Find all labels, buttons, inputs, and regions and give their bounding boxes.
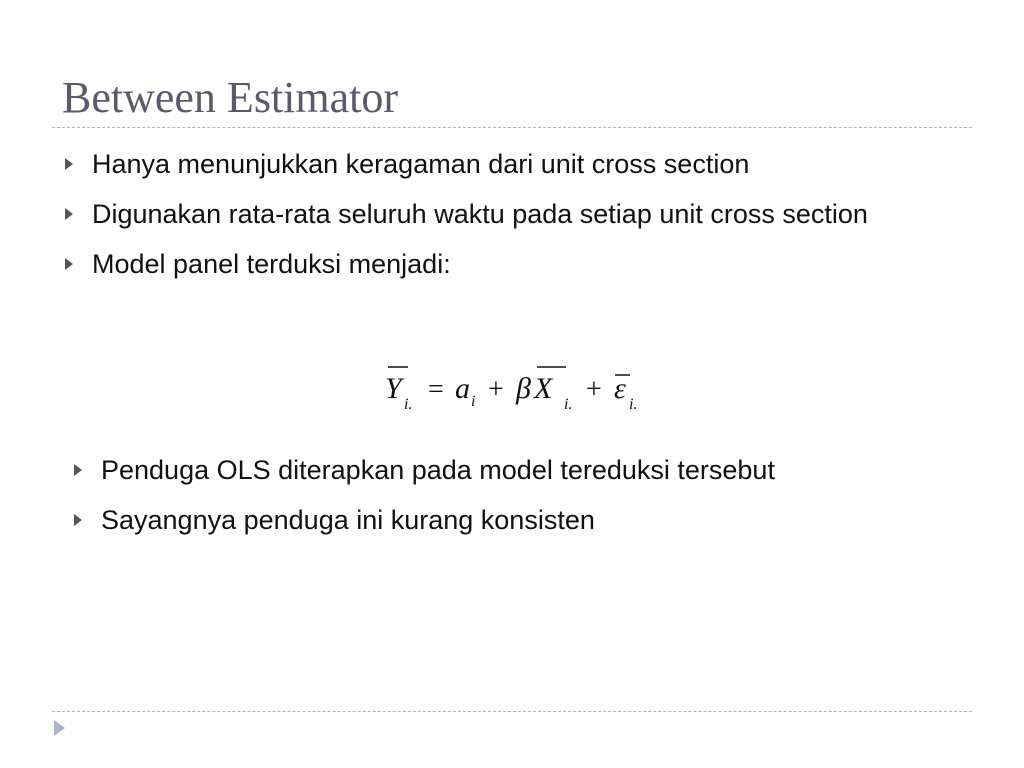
bullet-arrow-icon — [65, 158, 73, 170]
bullet-arrow-icon — [74, 514, 82, 526]
eq-y-sub: i. — [404, 396, 413, 413]
bullet-list-top — [62, 144, 942, 294]
bullet-item — [71, 500, 951, 540]
bullet-list-bottom — [71, 450, 951, 550]
eq-a-sub: i — [471, 393, 476, 410]
bullet-item — [62, 144, 942, 184]
equation — [330, 358, 690, 418]
equation-svg — [330, 358, 690, 418]
title-divider — [52, 127, 972, 128]
bullet-arrow-icon — [74, 464, 82, 476]
bullet-item — [71, 450, 951, 490]
bullet-arrow-icon — [65, 258, 73, 270]
eq-beta: β — [516, 372, 531, 405]
bullet-text: Model panel terduksi menjadi: — [92, 249, 451, 279]
bullet-arrow-icon — [65, 208, 73, 220]
eq-eps-sub: i. — [629, 396, 638, 413]
eq-y: Y — [385, 372, 402, 405]
bullet-item — [62, 194, 942, 234]
bullet-item — [62, 244, 942, 284]
eq-epsilon: ε — [614, 372, 626, 405]
eq-equals: = — [428, 374, 444, 405]
eq-a: a — [455, 372, 470, 405]
eq-plus-2: + — [586, 374, 602, 405]
footer-divider — [52, 711, 972, 712]
bullet-text: Penduga OLS diterapkan pada model tereduksi tersebut — [101, 455, 775, 485]
eq-plus-1: + — [488, 374, 504, 405]
corner-arrow-icon — [54, 720, 65, 736]
slide-title: Between Estimator — [62, 73, 399, 122]
eq-x-sub: i. — [564, 396, 573, 413]
bullet-text: Sayangnya penduga ini kurang konsisten — [101, 505, 595, 535]
bullet-text: Digunakan rata-rata seluruh waktu pada setiap unit cross section — [92, 199, 868, 229]
bullet-text: Hanya menunjukkan keragaman dari unit cross section — [92, 149, 750, 179]
eq-x: X — [534, 372, 553, 405]
